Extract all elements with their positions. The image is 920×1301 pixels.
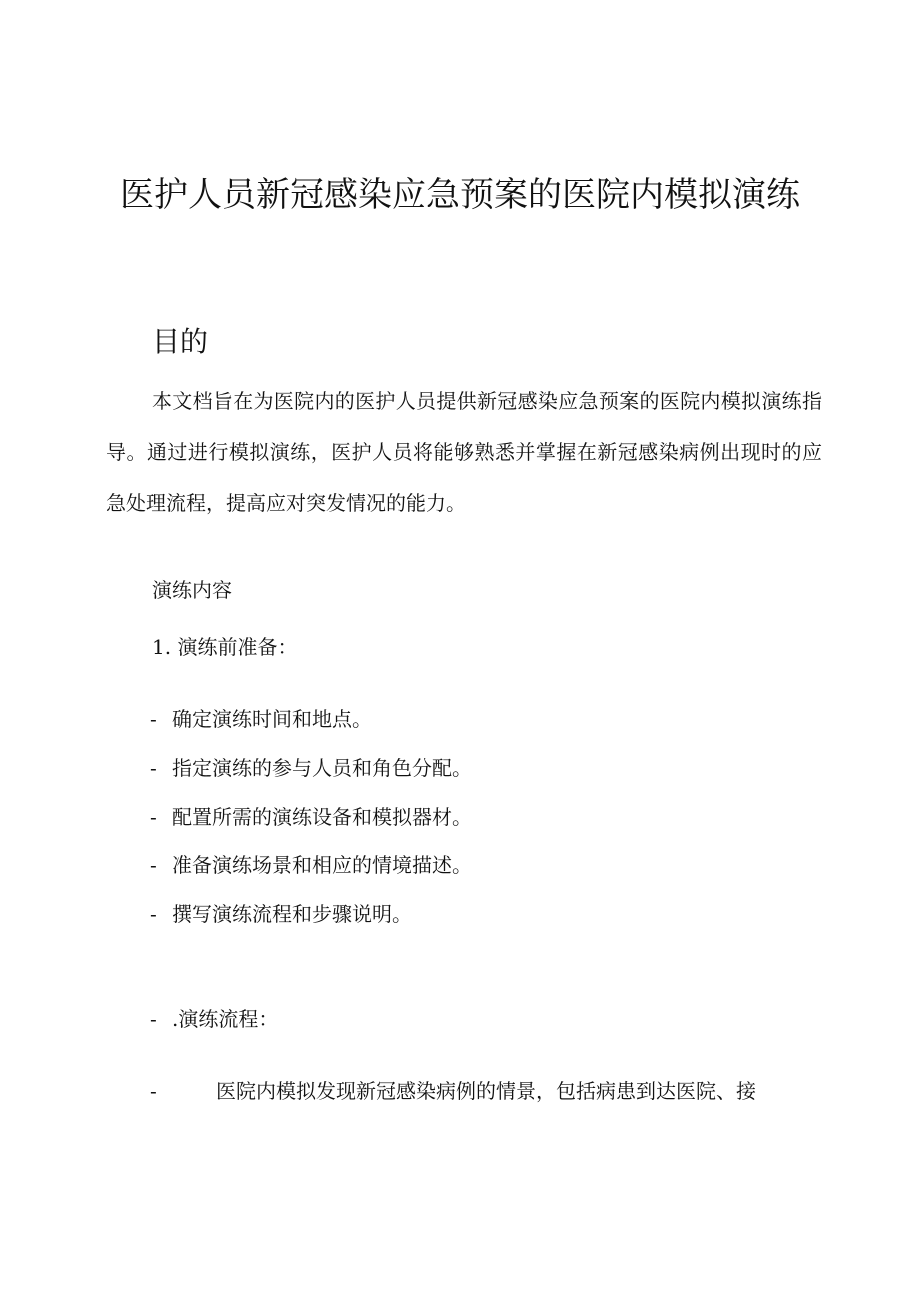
prep-item-text: 准备演练场景和相应的情境描述。 — [172, 853, 472, 877]
bullet-dash: - — [150, 853, 157, 877]
prep-item — [150, 704, 372, 734]
prep-item-text: 确定演练时间和地点。 — [172, 707, 372, 731]
bullet-dash: - — [150, 1007, 157, 1031]
bullet-dash: - — [150, 1079, 157, 1103]
prep-item-text: 撰写演练流程和步骤说明。 — [172, 902, 412, 926]
prep-item — [150, 850, 472, 880]
prep-item — [150, 802, 472, 832]
flow-item — [150, 1076, 756, 1106]
bullet-dash: - — [150, 805, 157, 829]
content-heading: 演练内容 — [152, 578, 232, 602]
bullet-dash: - — [150, 707, 157, 731]
prep-item-text: 配置所需的演练设备和模拟器材。 — [172, 805, 472, 829]
section-heading-purpose: 目的 — [152, 325, 209, 358]
bullet-dash: - — [150, 756, 157, 780]
prep-item — [150, 753, 472, 783]
document-title: 医护人员新冠感染应急预案的医院内模拟演练 — [120, 175, 800, 215]
prep-item — [150, 899, 412, 929]
flow-heading — [150, 1004, 278, 1034]
flow-item-text: 医院内模拟发现新冠感染病例的情景，包括病患到达医院、接 — [216, 1079, 756, 1103]
flow-heading-text: .演练流程： — [172, 1007, 279, 1031]
bullet-dash: - — [150, 902, 157, 926]
prep-heading: 1. 演练前准备： — [152, 635, 298, 659]
prep-item-text: 指定演练的参与人员和角色分配。 — [172, 756, 472, 780]
intro-paragraph: 本文档旨在为医院内的医护人员提供新冠感染应急预案的医院内模拟演练指导。通过进行模拟演练，医护人员将能够熟悉并掌握在新冠感染病例出现时的应急处理流程，提高应对突发情况的能力。 — [106, 389, 822, 515]
